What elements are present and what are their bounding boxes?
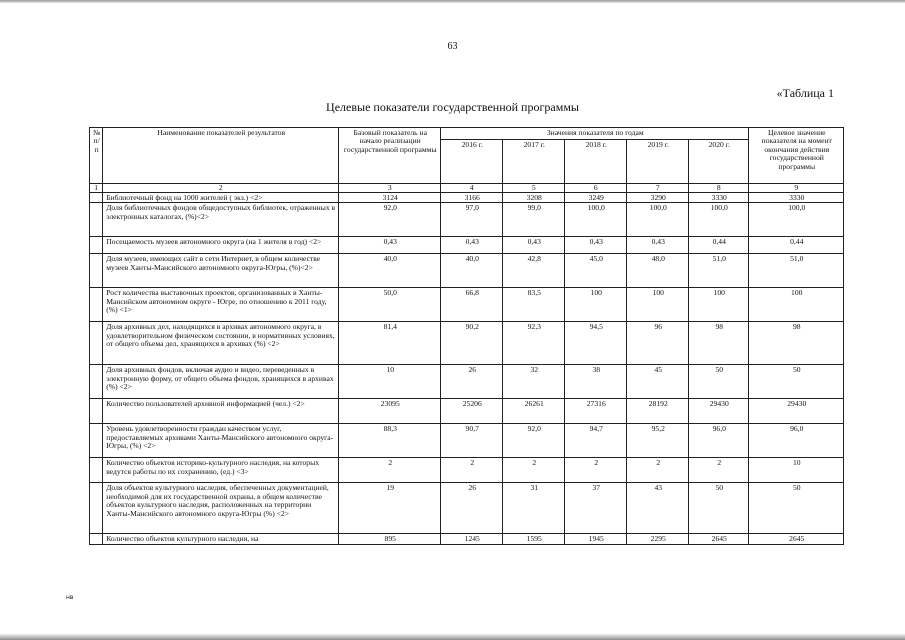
column-index-row — [90, 184, 844, 193]
value-2019-cell: 0,43 — [627, 237, 689, 254]
value-2018-cell: 94,5 — [565, 322, 627, 365]
target-value-cell: 3330 — [749, 193, 844, 203]
value-2020-cell: 2 — [689, 458, 749, 483]
header-year-2019: 2019 г. — [627, 140, 689, 184]
indicator-name-cell: Доля архивных дел, находящихся в архивах автономного округа, в удовлетворительном физическом состоянии, в нормативных условиях, от общего объема дел, хранящихся в архивах (%) <2> — [103, 322, 339, 365]
value-2018-cell: 3249 — [565, 193, 627, 203]
value-2019-cell: 48,0 — [627, 254, 689, 288]
value-2019-cell: 43 — [627, 483, 689, 534]
target-value-cell: 2645 — [749, 534, 844, 544]
value-2020-cell: 100,0 — [689, 203, 749, 237]
value-2018-cell: 38 — [565, 365, 627, 399]
table-row — [90, 193, 844, 203]
row-number-cell — [90, 237, 103, 254]
row-number-cell — [90, 193, 103, 203]
table-row — [90, 254, 844, 288]
row-number-cell — [90, 534, 103, 544]
value-2019-cell: 100 — [627, 288, 689, 322]
header-year-2017: 2017 г. — [503, 140, 565, 184]
base-value-cell: 19 — [339, 483, 441, 534]
value-2018-cell: 100,0 — [565, 203, 627, 237]
base-value-cell: 3124 — [339, 193, 441, 203]
indicator-name-cell: Доля музеев, имеющих сайт в сети Интернет, в общем количестве музеев Ханты-Мансийского автономного округа-Югры, (%)<2> — [103, 254, 339, 288]
value-2019-cell: 45 — [627, 365, 689, 399]
target-value-cell: 0,44 — [749, 237, 844, 254]
value-2017-cell: 92,3 — [503, 322, 565, 365]
row-number-cell — [90, 424, 103, 458]
value-2018-cell: 2 — [565, 458, 627, 483]
value-2020-cell: 2645 — [689, 534, 749, 544]
value-2017-cell: 1595 — [503, 534, 565, 544]
table-row — [90, 365, 844, 399]
value-2016-cell: 26 — [441, 365, 503, 399]
header-year-2016: 2016 г. — [441, 140, 503, 184]
value-2016-cell: 66,8 — [441, 288, 503, 322]
value-2020-cell: 50 — [689, 365, 749, 399]
value-2018-cell: 100 — [565, 288, 627, 322]
indicator-name-cell: Уровень удовлетворенности граждан качеством услуг, предоставляемых архивами Ханты-Мансийского автономного округа-Югры, (%) <2> — [103, 424, 339, 458]
base-value-cell: 88,3 — [339, 424, 441, 458]
value-2017-cell: 92,0 — [503, 424, 565, 458]
value-2020-cell: 100 — [689, 288, 749, 322]
table-row — [90, 203, 844, 237]
row-number-cell — [90, 365, 103, 399]
row-number-cell — [90, 399, 103, 424]
indicator-name-cell: Количество пользователей архивной информацией (чел.) <2> — [103, 399, 339, 424]
base-value-cell: 10 — [339, 365, 441, 399]
target-value-cell: 29430 — [749, 399, 844, 424]
value-2020-cell: 3330 — [689, 193, 749, 203]
header-values-group: Значения показателя по годам — [441, 128, 749, 140]
value-2017-cell: 42,8 — [503, 254, 565, 288]
value-2017-cell: 3208 — [503, 193, 565, 203]
value-2019-cell: 2 — [627, 458, 689, 483]
value-2019-cell: 28192 — [627, 399, 689, 424]
indicator-name-cell: Количество объектов историко-культурного наследия, на которых ведутся работы по их сохранению, (ед.) <3> — [103, 458, 339, 483]
value-2017-cell: 31 — [503, 483, 565, 534]
scan-edge-top — [0, 0, 905, 3]
indicator-name-cell: Количество объектов культурного наследия, на — [103, 534, 339, 544]
value-2016-cell: 0,43 — [441, 237, 503, 254]
value-2017-cell: 99,0 — [503, 203, 565, 237]
value-2016-cell: 2 — [441, 458, 503, 483]
value-2016-cell: 40,0 — [441, 254, 503, 288]
base-value-cell: 50,0 — [339, 288, 441, 322]
index-cell: 6 — [565, 184, 627, 193]
value-2017-cell: 0,43 — [503, 237, 565, 254]
base-value-cell: 2 — [339, 458, 441, 483]
index-cell: 8 — [689, 184, 749, 193]
table-row — [90, 322, 844, 365]
value-2019-cell: 95,2 — [627, 424, 689, 458]
header-base: Базовый показатель на начало реализации государственной программы — [339, 128, 441, 184]
indicators-table — [89, 127, 844, 545]
indicator-name-cell: Доля объектов культурного наследия, обеспеченных документацией, необходимой для их государственной охраны, в общем количестве объектов культурного наследия, расположенных на территории Ханты-Мансийского автономного округа-Югры (%) <2> — [103, 483, 339, 534]
header-no: № п/п — [90, 128, 103, 184]
index-cell: 4 — [441, 184, 503, 193]
indicator-name-cell: Доля архивных фондов, включая аудио и видео, переведенных в электронную форму, от общего объема фондов, хранящихся в архивах (%) <2> — [103, 365, 339, 399]
value-2018-cell: 0,43 — [565, 237, 627, 254]
table-row — [90, 288, 844, 322]
row-number-cell — [90, 322, 103, 365]
value-2020-cell: 50 — [689, 483, 749, 534]
target-value-cell: 100 — [749, 288, 844, 322]
value-2016-cell: 90,2 — [441, 322, 503, 365]
value-2017-cell: 32 — [503, 365, 565, 399]
target-value-cell: 100,0 — [749, 203, 844, 237]
target-value-cell: 10 — [749, 458, 844, 483]
document-title: Целевые показатели государственной программы — [326, 100, 579, 114]
index-cell: 1 — [90, 184, 103, 193]
value-2017-cell: 2 — [503, 458, 565, 483]
scan-edge-bottom — [0, 634, 905, 640]
value-2016-cell: 25206 — [441, 399, 503, 424]
value-2020-cell: 51,0 — [689, 254, 749, 288]
header-year-2018: 2018 г. — [565, 140, 627, 184]
row-number-cell — [90, 254, 103, 288]
value-2018-cell: 27316 — [565, 399, 627, 424]
target-value-cell: 51,0 — [749, 254, 844, 288]
value-2020-cell: 98 — [689, 322, 749, 365]
index-cell: 9 — [749, 184, 844, 193]
index-cell: 2 — [103, 184, 339, 193]
header-year-2020: 2020 г. — [689, 140, 749, 184]
value-2018-cell: 37 — [565, 483, 627, 534]
target-value-cell: 98 — [749, 322, 844, 365]
row-number-cell — [90, 288, 103, 322]
base-value-cell: 40,0 — [339, 254, 441, 288]
value-2018-cell: 94,7 — [565, 424, 627, 458]
value-2016-cell: 26 — [441, 483, 503, 534]
value-2018-cell: 1945 — [565, 534, 627, 544]
row-number-cell — [90, 458, 103, 483]
table-label: «Таблица 1 — [776, 86, 834, 100]
index-cell: 5 — [503, 184, 565, 193]
target-value-cell: 96,0 — [749, 424, 844, 458]
base-value-cell: 23095 — [339, 399, 441, 424]
value-2016-cell: 1245 — [441, 534, 503, 544]
value-2016-cell: 97,0 — [441, 203, 503, 237]
value-2019-cell: 2295 — [627, 534, 689, 544]
value-2018-cell: 45,0 — [565, 254, 627, 288]
header-name: Наименование показателей результатов — [103, 128, 339, 184]
row-number-cell — [90, 483, 103, 534]
table-row — [90, 237, 844, 254]
indicator-name-cell: Рост количества выставочных проектов, организованных в Ханты-Мансийском автономном округе - Югре, по отношению к 2011 году, (%) <1> — [103, 288, 339, 322]
value-2017-cell: 83,5 — [503, 288, 565, 322]
table-row — [90, 534, 844, 544]
indicator-name-cell: Библиотечный фонд на 1000 жителей ( экз.) <2> — [103, 193, 339, 203]
footer-mark: нв — [66, 594, 74, 601]
target-value-cell: 50 — [749, 483, 844, 534]
base-value-cell: 895 — [339, 534, 441, 544]
value-2019-cell: 100,0 — [627, 203, 689, 237]
base-value-cell: 92,0 — [339, 203, 441, 237]
value-2020-cell: 29430 — [689, 399, 749, 424]
index-cell: 7 — [627, 184, 689, 193]
value-2016-cell: 3166 — [441, 193, 503, 203]
index-cell: 3 — [339, 184, 441, 193]
target-value-cell: 50 — [749, 365, 844, 399]
base-value-cell: 0,43 — [339, 237, 441, 254]
table-row — [90, 399, 844, 424]
value-2016-cell: 90,7 — [441, 424, 503, 458]
value-2019-cell: 3290 — [627, 193, 689, 203]
value-2019-cell: 96 — [627, 322, 689, 365]
indicator-name-cell: Доля библиотечных фондов общедоступных библиотек, отраженных в электронных каталогах, (%)<2> — [103, 203, 339, 237]
page-number: 63 — [447, 41, 458, 52]
table-row — [90, 424, 844, 458]
header-target: Целевое значение показателя на момент окончания действия государственной программы — [749, 128, 844, 184]
value-2020-cell: 0,44 — [689, 237, 749, 254]
value-2020-cell: 96,0 — [689, 424, 749, 458]
table-row — [90, 458, 844, 483]
row-number-cell — [90, 203, 103, 237]
table-row — [90, 483, 844, 534]
base-value-cell: 81,4 — [339, 322, 441, 365]
value-2017-cell: 26261 — [503, 399, 565, 424]
indicator-name-cell: Посещаемость музеев автономного округа (на 1 жителя в год) <2> — [103, 237, 339, 254]
